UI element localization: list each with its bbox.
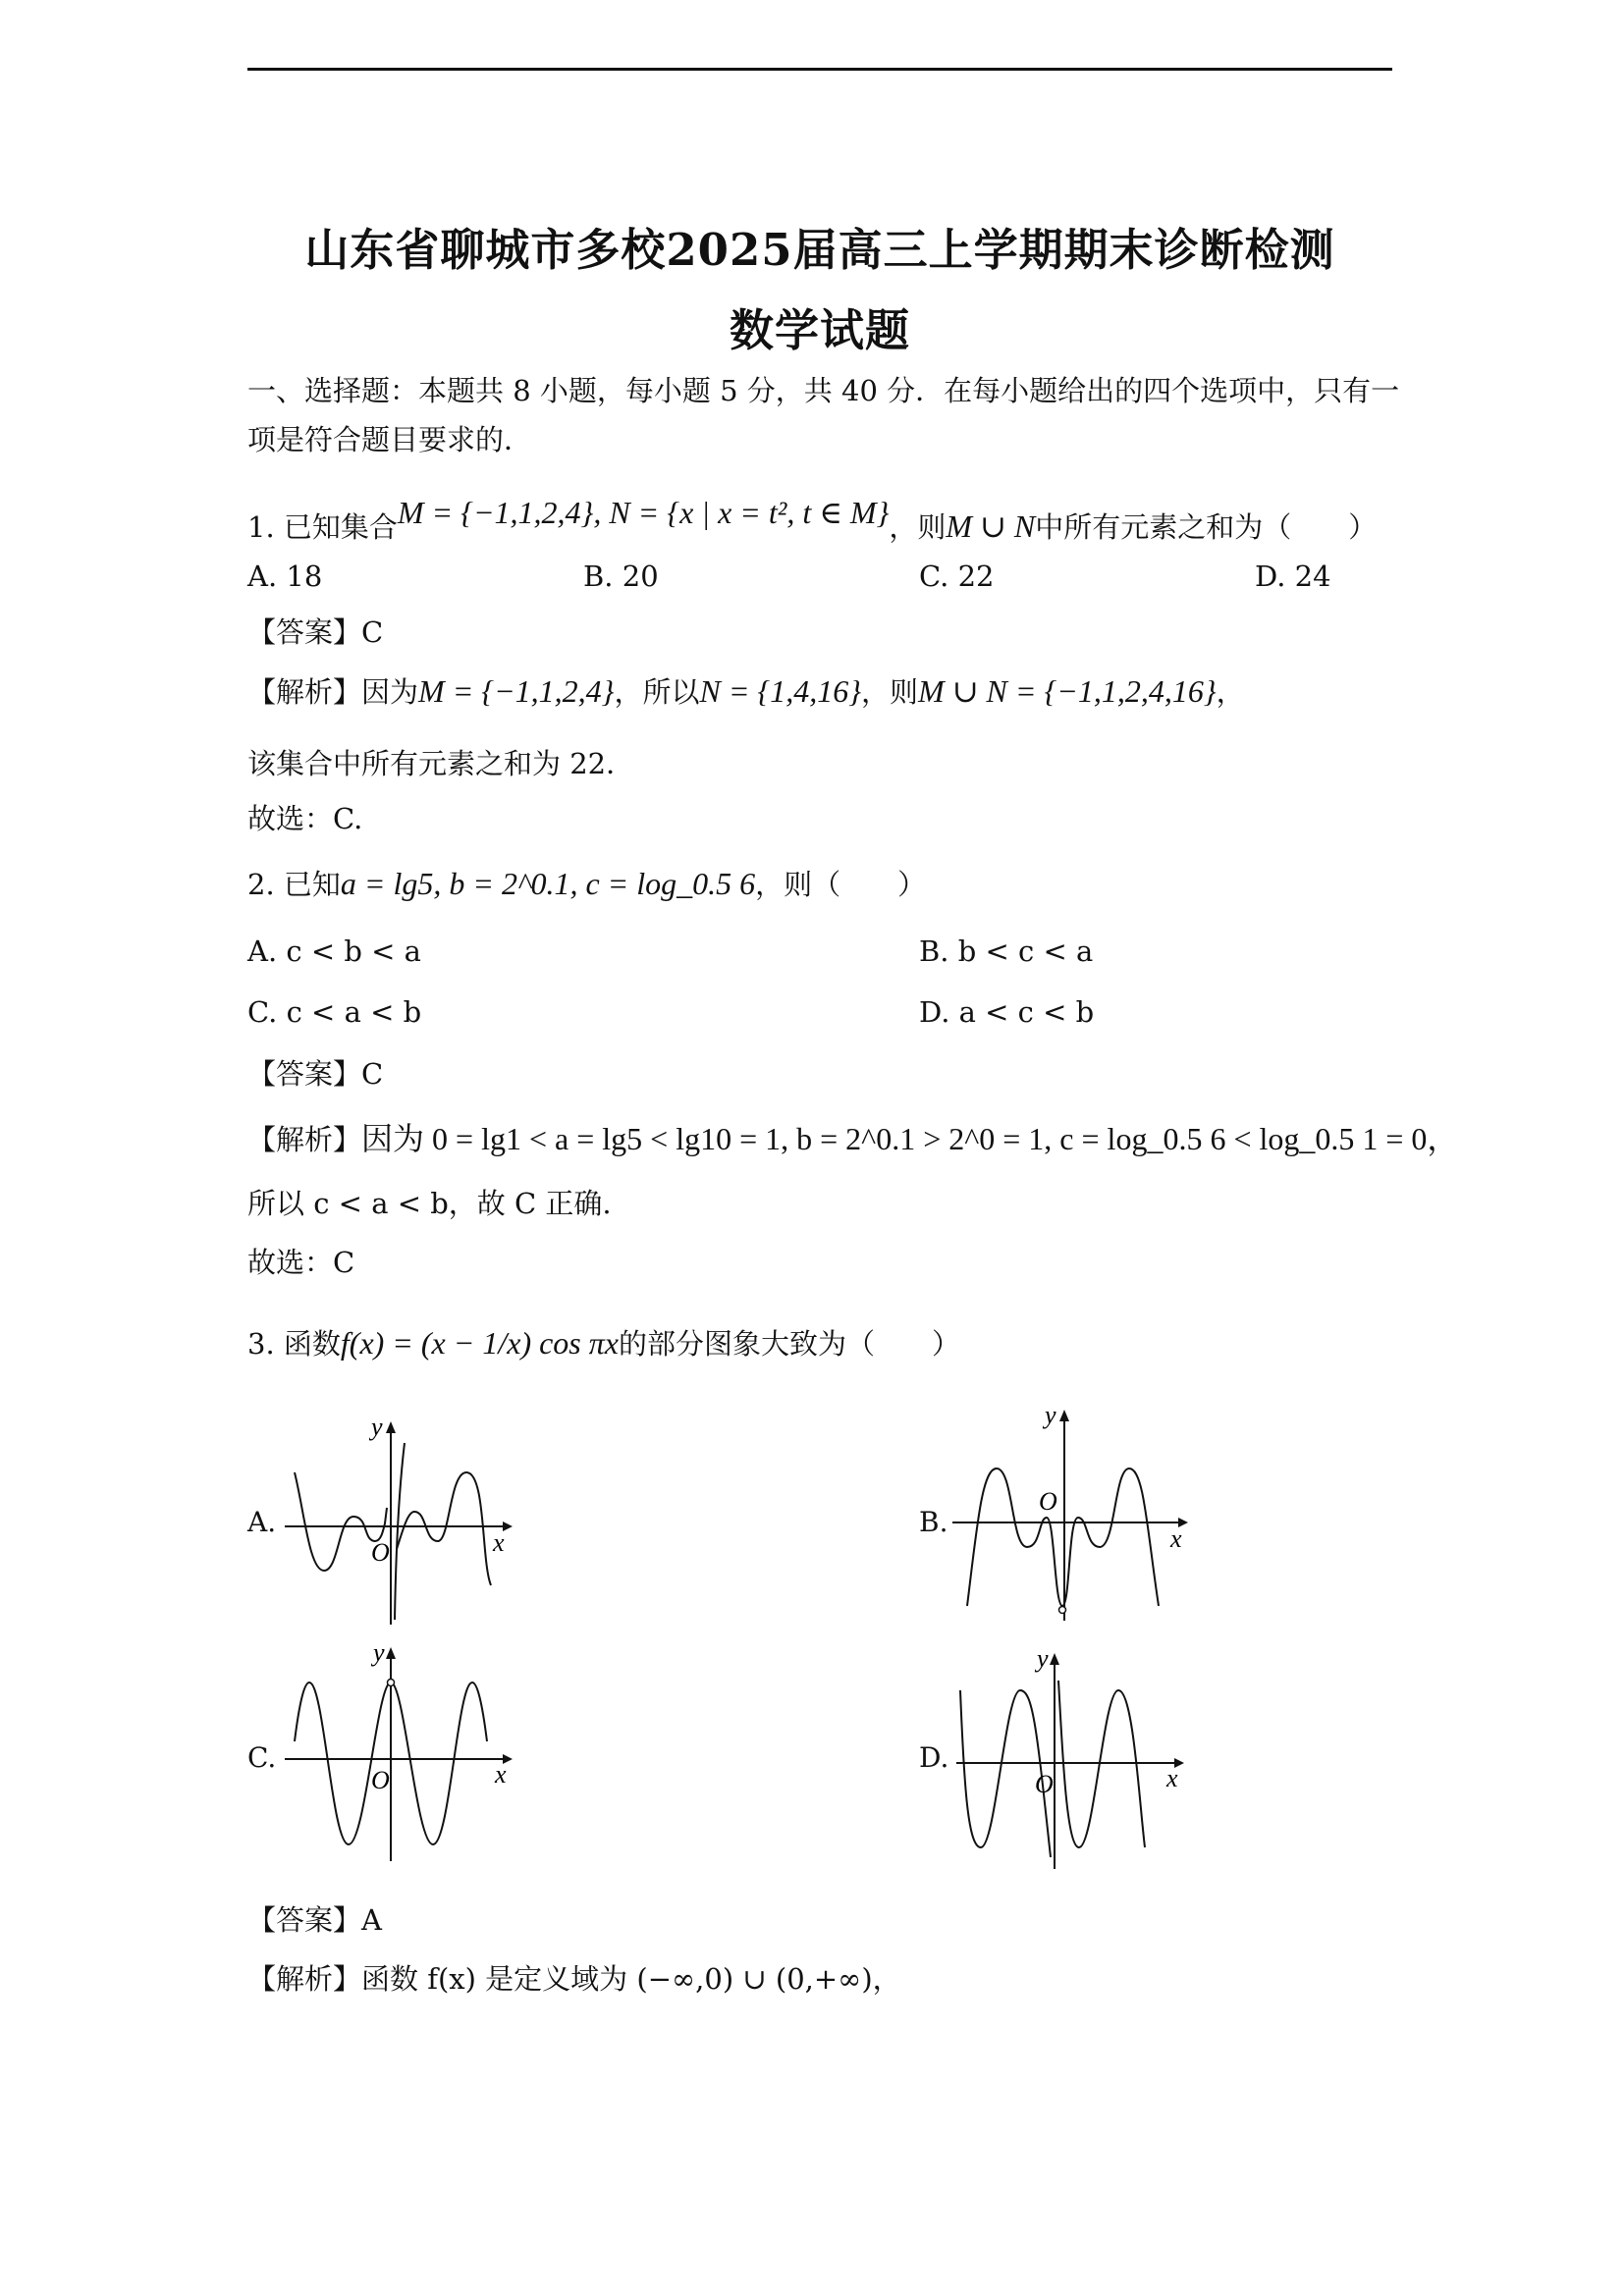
q1-union: M ∪ N: [946, 508, 1036, 544]
q3-expr: f(x) = (x − 1/x) cos πx: [340, 1325, 619, 1361]
question-2: [247, 864, 926, 904]
q3-graph-d: [956, 1644, 1212, 1881]
q3-option-b-label: B.: [919, 1506, 948, 1538]
q2-analysis-label: 【解析】: [247, 1123, 362, 1156]
q3-analysis-label: 【解析】: [247, 1962, 362, 1996]
q3-analysis-1: [247, 1959, 901, 1999]
q2-analysis-2: 所以 c < a < b，故 C 正确.: [247, 1187, 612, 1220]
q1-analysis-text: ，则: [861, 675, 919, 709]
q3-option-a-label: A.: [247, 1506, 277, 1538]
q1-set-expr: M = {−1,1,2,4}, N = {x | x = t², t ∈ M}: [397, 495, 890, 530]
q3-suffix: 的部分图象大致为（ ）: [618, 1327, 960, 1361]
q3-a-y-label: y: [371, 1413, 383, 1441]
q3-a-origin: O: [371, 1538, 390, 1567]
header-rule: [247, 68, 1392, 71]
q3-a-x-label: x: [493, 1528, 505, 1557]
q1-middle: ，则: [889, 510, 947, 544]
q3-c-y-label: y: [373, 1638, 385, 1667]
q2-analysis-1: [247, 1119, 1458, 1159]
q1-analysis-1: [247, 671, 1245, 712]
q1-answer: 【答案】C: [247, 615, 384, 649]
q1-option-c: C. 22: [919, 560, 995, 593]
q1-analysis-union: M ∪ N = {−1,1,2,4,16}: [918, 673, 1217, 709]
q2-conclusion: 故选：C: [247, 1246, 355, 1279]
q3-d-x-label: x: [1166, 1764, 1178, 1792]
page-subtitle: 数学试题: [729, 304, 910, 356]
q2-option-b: B. b < c < a: [919, 934, 1094, 968]
q3-d-origin: O: [1035, 1770, 1054, 1798]
q1-conclusion: 故选：C.: [247, 802, 363, 835]
section-heading-2: 项是符合题目要求的．: [247, 423, 533, 456]
q1-analysis-label: 【解析】: [247, 675, 362, 709]
q2-answer: 【答案】C: [247, 1057, 384, 1091]
q1-suffix: 中所有元素之和为（ ）: [1035, 510, 1378, 544]
q1-option-a: A. 18: [247, 560, 323, 593]
q2-option-a: A. c < b < a: [247, 934, 421, 968]
q3-b-origin: O: [1039, 1487, 1057, 1516]
q3-graph-c: [285, 1638, 540, 1873]
q3-b-x-label: x: [1170, 1524, 1182, 1553]
q1-analysis-n: N = {1,4,16}: [699, 673, 862, 709]
q2-prefix: 2. 已知: [247, 868, 341, 901]
q1-option-b: B. 20: [583, 560, 659, 593]
q3-graph-a: [285, 1414, 540, 1633]
q3-option-d-label: D.: [919, 1741, 949, 1774]
q3-prefix: 3. 函数: [247, 1327, 341, 1361]
q3-answer: 【答案】A: [247, 1903, 382, 1937]
q1-analysis-text: ，所以: [614, 675, 700, 709]
q1-prefix: 1. 已知集合: [247, 510, 398, 544]
q2-option-c: C. c < a < b: [247, 995, 422, 1029]
q1-analysis-m: M = {−1,1,2,4}: [418, 673, 615, 709]
q2-suffix: ，则（ ）: [755, 868, 927, 901]
q1-option-d: D. 24: [1255, 560, 1331, 593]
question-1: [247, 495, 1378, 547]
q3-c-origin: O: [371, 1766, 390, 1794]
q1-analysis-2: 该集合中所有元素之和为 22．: [247, 747, 635, 780]
section-heading-1: 一、选择题：本题共 8 小题，每小题 5 分，共 40 分．在每小题给出的四个选项中，只有一: [247, 374, 1400, 407]
q3-b-y-label: y: [1045, 1401, 1056, 1429]
question-3: [247, 1323, 960, 1363]
q2-analysis-text: 因为 0 = lg1 < a = lg5 < lg10 = 1, b = 2^0.1 > 2^0 = 1, c = log_0.5 6 < log_0.5 1 = 0，: [361, 1121, 1459, 1156]
q1-analysis-text: ，: [1216, 675, 1245, 709]
q3-option-c-label: C.: [247, 1741, 277, 1774]
q3-c-x-label: x: [495, 1760, 507, 1789]
q2-expr: a = lg5, b = 2^0.1, c = log_0.5 6: [340, 866, 756, 901]
q3-analysis-text: 函数 f(x) 是定义域为 (−∞,0) ∪ (0,+∞)，: [361, 1962, 901, 1996]
page-title: 山东省聊城市多校2025届高三上学期期末诊断检测: [304, 224, 1335, 276]
q3-d-y-label: y: [1037, 1644, 1049, 1673]
q2-option-d: D. a < c < b: [919, 995, 1095, 1029]
q1-analysis-text: 因为: [361, 675, 419, 709]
q3-graph-b: [952, 1401, 1208, 1629]
